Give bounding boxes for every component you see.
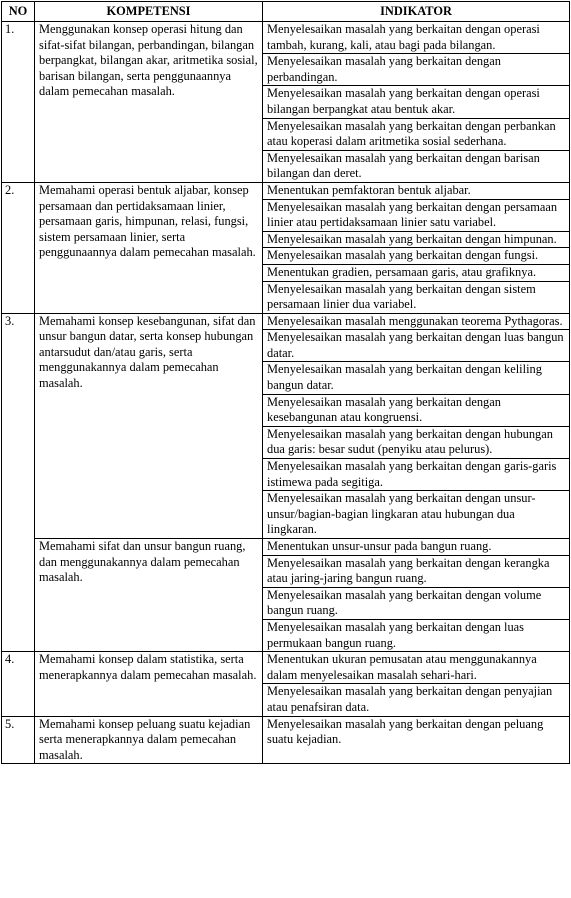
header-kompetensi: KOMPETENSI	[35, 2, 263, 22]
competency-table	[1, 1, 570, 764]
indikator-cell: Menyelesaikan masalah yang berkaitan dengan fungsi.	[263, 248, 570, 265]
table-body	[2, 22, 570, 764]
table-row	[2, 539, 570, 556]
table-row	[2, 313, 570, 330]
indikator-cell: Menyelesaikan masalah yang berkaitan dengan persamaan linier atau pertidaksamaan linier satu variabel.	[263, 199, 570, 231]
indikator-cell: Menyelesaikan masalah yang berkaitan dengan himpunan.	[263, 231, 570, 248]
indikator-cell: Menyelesaikan masalah yang berkaitan dengan operasi tambah, kurang, kali, atau bagi pada bilangan.	[263, 22, 570, 54]
indikator-cell: Menyelesaikan masalah yang berkaitan dengan hubungan dua garis: besar sudut (penyiku atau pelurus).	[263, 426, 570, 458]
indikator-cell: Menentukan pemfaktoran bentuk aljabar.	[263, 182, 570, 199]
kompetensi-cell: Memahami konsep dalam statistika, serta menerapkannya dalam pemecahan masalah.	[35, 652, 263, 716]
indikator-cell: Menyelesaikan masalah yang berkaitan dengan penyajian atau penafsiran data.	[263, 684, 570, 716]
indikator-cell: Menyelesaikan masalah yang berkaitan dengan barisan bilangan dan deret.	[263, 150, 570, 182]
kompetensi-cell: Menggunakan konsep operasi hitung dan sifat-sifat bilangan, perbandingan, bilangan berpangkat, bilangan akar, aritmetika sosial, barisan bilangan, serta penggunaannya dalam pemecahan masalah.	[35, 22, 263, 183]
kompetensi-cell: Memahami konsep kesebangunan, sifat dan unsur bangun datar, serta konsep hubungan antarsudut dan/atau garis, serta menggunakannya dalam pemecahan masalah.	[35, 313, 263, 538]
table-row	[2, 22, 570, 54]
indikator-cell: Menyelesaikan masalah yang berkaitan dengan kerangka atau jaring-jaring bangun ruang.	[263, 555, 570, 587]
indikator-cell: Menentukan gradien, persamaan garis, atau grafiknya.	[263, 264, 570, 281]
indikator-cell: Menyelesaikan masalah yang berkaitan dengan garis-garis istimewa pada segitiga.	[263, 459, 570, 491]
indikator-cell: Menentukan unsur-unsur pada bangun ruang.	[263, 539, 570, 556]
header-indikator: INDIKATOR	[263, 2, 570, 22]
indikator-cell: Menyelesaikan masalah menggunakan teorema Pythagoras.	[263, 313, 570, 330]
indikator-cell: Menyelesaikan masalah yang berkaitan dengan perbankan atau koperasi dalam aritmetika sosial sederhana.	[263, 118, 570, 150]
indikator-cell: Menyelesaikan masalah yang berkaitan dengan operasi bilangan berpangkat atau bentuk akar.	[263, 86, 570, 118]
indikator-cell: Menyelesaikan masalah yang berkaitan dengan peluang suatu kejadian.	[263, 716, 570, 764]
indikator-cell: Menyelesaikan masalah yang berkaitan dengan volume bangun ruang.	[263, 587, 570, 619]
indikator-cell: Menyelesaikan masalah yang berkaitan dengan luas bangun datar.	[263, 330, 570, 362]
row-number: 2.	[2, 182, 35, 313]
table-row	[2, 716, 570, 764]
indikator-cell: Menyelesaikan masalah yang berkaitan dengan unsur-unsur/bagian-bagian lingkaran atau hubungan dua lingkaran.	[263, 491, 570, 539]
indikator-cell: Menyelesaikan masalah yang berkaitan dengan luas permukaan bangun ruang.	[263, 619, 570, 651]
header-no: NO	[2, 2, 35, 22]
row-number: 5.	[2, 716, 35, 764]
header-row	[2, 2, 570, 22]
indikator-cell: Menyelesaikan masalah yang berkaitan dengan perbandingan.	[263, 54, 570, 86]
indikator-cell: Menentukan ukuran pemusatan atau menggunakannya dalam menyelesaikan masalah sehari-hari.	[263, 652, 570, 684]
kompetensi-cell: Memahami operasi bentuk aljabar, konsep persamaan dan pertidaksamaan linier, persamaan garis, himpunan, relasi, fungsi, sistem persamaan linier, serta penggunaannya dalam pemecahan masalah.	[35, 182, 263, 313]
kompetensi-cell: Memahami sifat dan unsur bangun ruang, dan menggunakannya dalam pemecahan masalah.	[35, 539, 263, 652]
kompetensi-cell: Memahami konsep peluang suatu kejadian serta menerapkannya dalam pemecahan masalah.	[35, 716, 263, 764]
indikator-cell: Menyelesaikan masalah yang berkaitan dengan sistem persamaan linier dua variabel.	[263, 281, 570, 313]
table-row	[2, 652, 570, 684]
row-number: 4.	[2, 652, 35, 716]
indikator-cell: Menyelesaikan masalah yang berkaitan dengan kesebangunan atau kongruensi.	[263, 394, 570, 426]
table-row	[2, 182, 570, 199]
row-number: 1.	[2, 22, 35, 183]
indikator-cell: Menyelesaikan masalah yang berkaitan dengan keliling bangun datar.	[263, 362, 570, 394]
row-number: 3.	[2, 313, 35, 651]
